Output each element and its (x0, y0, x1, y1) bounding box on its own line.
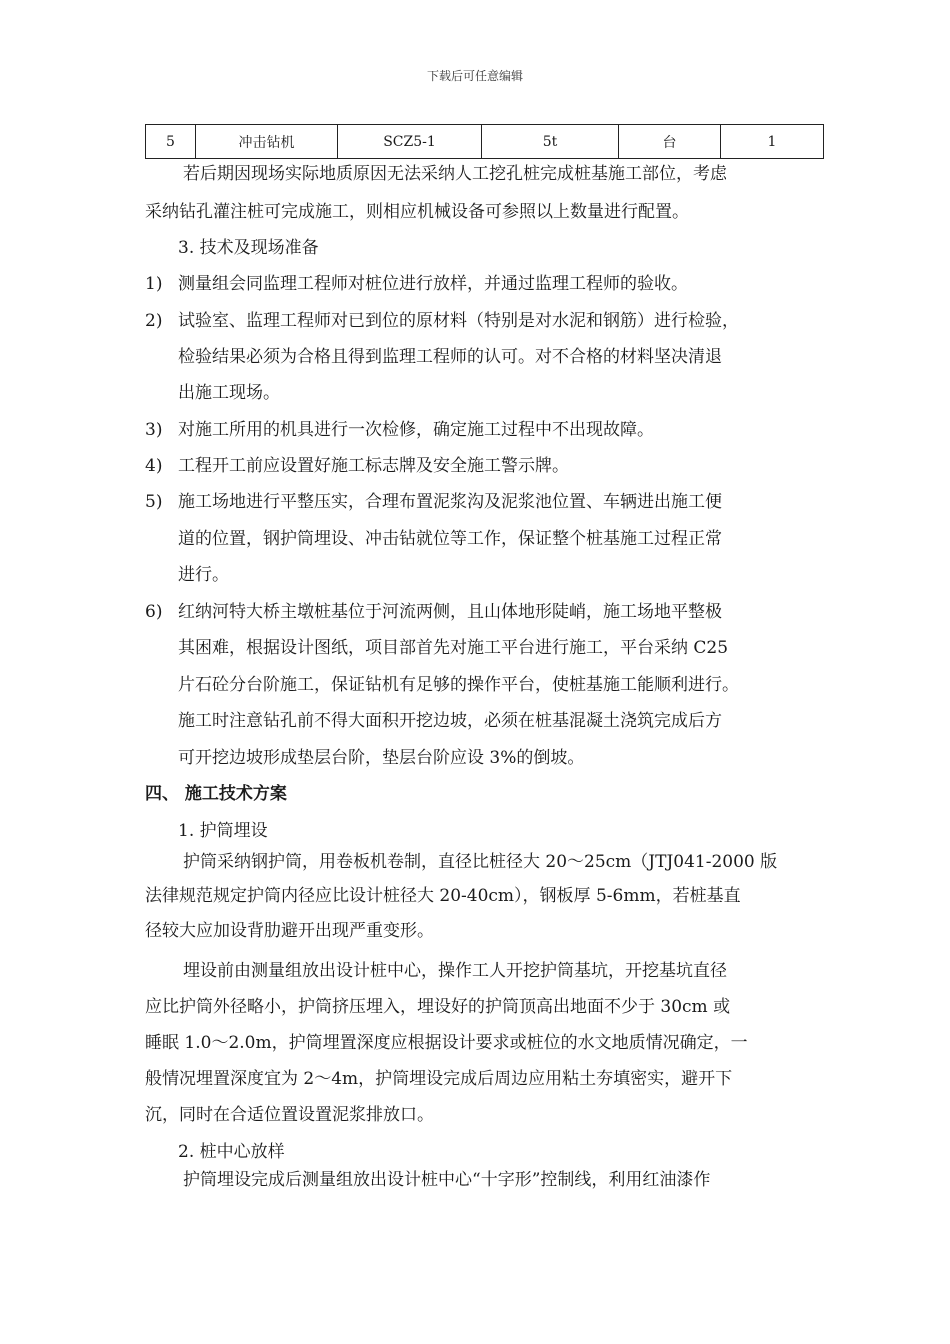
item-number: 2) (145, 311, 163, 331)
line-text: 对施工所用的机具进行一次检修，确定施工过程中不出现故障。 (178, 420, 654, 440)
text-line (178, 273, 688, 295)
line-text: 般情况埋置深度宜为 2～4m，护筒埋设完成后周边应用粘土夯填密实，避开下 (145, 1069, 733, 1089)
text-line (178, 564, 229, 586)
line-text: 红纳河特大桥主墩桩基位于河流两侧，且山体地形陡峭，施工场地平整极 (178, 602, 722, 622)
line-text: 检验结果必须为合格且得到监理工程师的认可。对不合格的材料坚决清退 (178, 347, 722, 367)
text-line (178, 310, 739, 332)
table-cell: 5t (482, 125, 619, 159)
numbered-item (145, 601, 162, 623)
line-text: 护筒采纳钢护筒，用卷板机卷制，直径比桩径大 20～25cm（JTJ041-2000 版 (183, 852, 778, 872)
line-text: 工程开工前应设置好施工标志牌及安全施工警示牌。 (178, 456, 569, 476)
text-line (178, 455, 569, 477)
line-text: 法律规范规定护筒内径应比设计桩径大 20-40cm），钢板厚 5-6mm，若桩基直 (145, 886, 741, 906)
line-text: 道的位置，钢护筒埋设、冲击钻就位等工作，保证整个桩基施工过程正常 (178, 529, 722, 549)
item-number: 5) (145, 492, 163, 512)
line-text: 施工时注意钻孔前不得大面积开挖边坡，必须在桩基混凝土浇筑完成后方 (178, 711, 722, 731)
numbered-item (145, 491, 162, 513)
text-line (183, 1169, 710, 1191)
line-text: 进行。 (178, 565, 229, 585)
text-line (145, 920, 434, 942)
text-line (178, 346, 722, 368)
table-cell: 5 (146, 125, 196, 159)
table-cell: 台 (619, 125, 721, 159)
equipment-table (145, 124, 824, 159)
text-line (178, 382, 280, 404)
text-line (145, 1068, 732, 1090)
text-line (178, 491, 722, 513)
line-text: 片石砼分台阶施工，保证钻机有足够的操作平台，使桩基施工能顺利进行。 (178, 675, 739, 695)
line-text: 护筒埋设完成后测量组放出设计桩中心“十字形”控制线，利用红油漆作 (183, 1170, 711, 1190)
text-line (145, 201, 689, 223)
line-text: 应比护筒外径略小，护筒挤压埋入，埋设好的护筒顶高出地面不少于 30cm 或 (145, 997, 731, 1017)
numbered-item (145, 419, 162, 441)
line-text: 出施工现场。 (178, 383, 280, 403)
line-text: 径较大应加设背肋避开出现严重变形。 (145, 921, 434, 941)
text-line (145, 885, 741, 907)
item-number: 6) (145, 602, 163, 622)
numbered-item (145, 273, 162, 295)
line-text: 若后期因现场实际地质原因无法采纳人工挖孔桩完成桩基施工部位，考虑 (183, 164, 727, 184)
text-line (178, 710, 722, 732)
line-text: 其困难，根据设计图纸，项目部首先对施工平台进行施工，平台采纳 C25 (178, 638, 729, 658)
item-number: 3) (145, 420, 163, 440)
numbered-item (145, 310, 162, 332)
subsection-heading: 2. 桩中心放样 (178, 1142, 285, 1162)
item-number: 1) (145, 274, 163, 294)
line-text: 睡眠 1.0～2.0m，护筒埋置深度应根据设计要求或桩位的水文地质情况确定，一 (145, 1033, 748, 1053)
page-header: 下载后可任意编辑 (426, 69, 523, 83)
text-line (183, 851, 777, 873)
text-line (183, 960, 727, 982)
text-line (145, 1104, 434, 1126)
line-text: 施工场地进行平整压实，合理布置泥浆沟及泥浆池位置、车辆进出施工便 (178, 492, 722, 512)
text-line (145, 996, 730, 1018)
text-line (178, 601, 722, 623)
table-row (146, 125, 824, 159)
table-cell: 冲击钻机 (196, 125, 338, 159)
text-line (178, 237, 319, 259)
section-heading: 四、 施工技术方案 (145, 784, 287, 804)
subsection-heading: 1. 护筒埋设 (178, 821, 268, 841)
line-text: 测量组会同监理工程师对桩位进行放样，并通过监理工程师的验收。 (178, 274, 688, 294)
line-text: 试验室、监理工程师对已到位的原材料（特别是对水泥和钢筋）进行检验， (178, 311, 739, 331)
text-line (183, 163, 727, 185)
text-line (178, 637, 728, 659)
table-cell: 1 (721, 125, 824, 159)
line-text: 采纳钻孔灌注桩可完成施工，则相应机械设备可参照以上数量进行配置。 (145, 202, 689, 222)
line-text: 可开挖边坡形成垫层台阶，垫层台阶应设 3%的倒坡。 (178, 748, 585, 768)
line-text: 3. 技术及现场准备 (178, 238, 319, 258)
item-number: 4) (145, 456, 163, 476)
text-line (178, 747, 584, 769)
text-line (178, 419, 654, 441)
line-text: 沉，同时在合适位置设置泥浆排放口。 (145, 1105, 434, 1125)
text-line (178, 674, 739, 696)
numbered-item (145, 455, 162, 477)
text-line (178, 528, 722, 550)
table-cell: SCZ5-1 (338, 125, 482, 159)
text-line (145, 1032, 748, 1054)
line-text: 埋设前由测量组放出设计桩中心，操作工人开挖护筒基坑，开挖基坑直径 (183, 961, 727, 981)
